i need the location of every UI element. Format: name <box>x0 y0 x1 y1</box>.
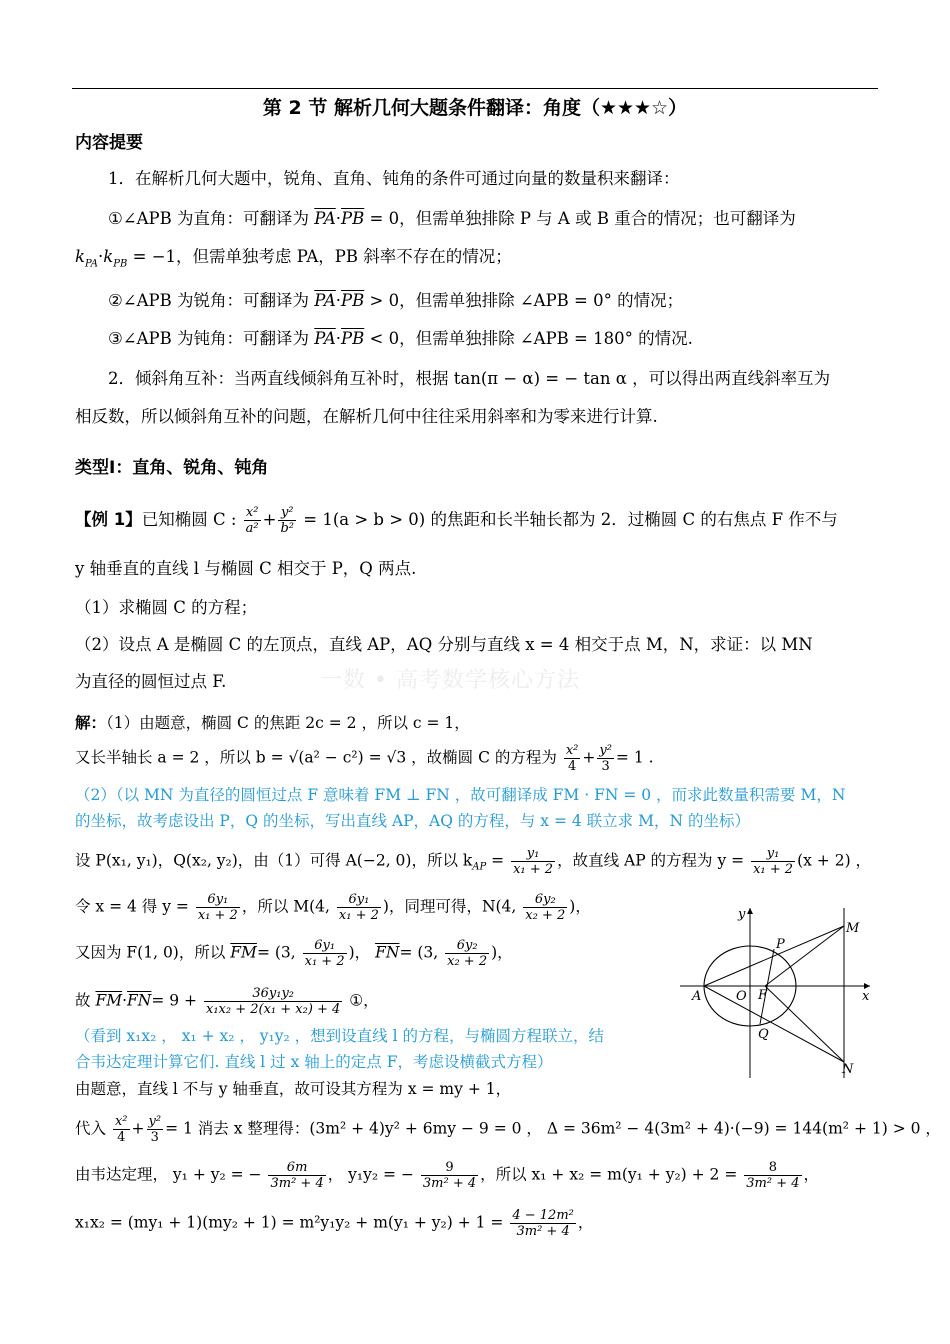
solution-s6-c: ①， <box>349 991 379 1010</box>
solution-s9-c: ，所以 x₁ + x₂ = m(y₁ + y₂) + 2 = <box>480 1165 738 1184</box>
example-line2: y 轴垂直的直线 l 与椭圆 C 相交于 P，Q 两点. <box>75 559 417 578</box>
solution-s6 <box>75 986 379 1017</box>
frac-den: x₁ + 2 <box>197 908 238 923</box>
vec-pb: $\overline{PB}$ <box>341 209 365 228</box>
frac-6m <box>268 1160 325 1191</box>
frac-den: x₂ + 2 <box>525 908 566 923</box>
frac-6y2-b <box>445 938 489 969</box>
hint2-line1: （看到 x₁x₂ ， x₁ + x₂ ， y₁y₂ ，想到设直线 l 的方程，与椭圆方程联立，结 <box>75 1027 604 1045</box>
frac-36 <box>204 986 342 1017</box>
c1-label: ①∠APB 为直角：可翻译为 <box>108 209 310 228</box>
dot: · <box>335 209 342 228</box>
frac-y1-x1p2 <box>511 846 555 877</box>
hint2-line2: 合韦达定理计算它们. 直线 l 过 x 轴上的定点 F，考虑设横截式方程） <box>75 1053 553 1071</box>
frac-num: 4 − 12m² <box>512 1208 574 1223</box>
c3-mid: ，但需单独排除 ∠APB = 180° 的情况. <box>399 329 693 348</box>
dot-3: · <box>335 291 342 310</box>
frac-y2-3-b <box>147 1114 164 1145</box>
summary-p1: 1．在解析几何大题中，锐角、直角、钝角的条件可通过向量的数量积来翻译： <box>108 169 680 188</box>
solution-s3-c: (x + 2) ， <box>797 851 872 870</box>
solution-s2-b: = 1 . <box>615 748 654 767</box>
summary-c1-line2 <box>75 246 512 268</box>
frac-den: 3m² + 4 <box>516 1224 570 1239</box>
summary-p2-line1: 2．倾斜角互补：当两直线倾斜角互补时，根据 tan(π − α) = − tan α ，可以得出两直线斜率互为 <box>108 369 831 388</box>
solution-s10 <box>75 1208 593 1239</box>
k-pb: k <box>103 247 114 266</box>
solution-s4-b: ，所以 M(4, <box>241 897 330 916</box>
solution-s4 <box>75 892 591 923</box>
lt-zero: < 0 <box>364 329 400 348</box>
example-q2-line1: （2）设点 A 是椭圆 C 的左顶点，直线 AP，AQ 分别与直线 x = 4 相交于点 M，N，求证：以 MN <box>75 635 813 654</box>
frac-den: 3 <box>601 759 610 774</box>
frac-x2-4 <box>564 743 581 774</box>
frac-den: x₁ + 2 <box>304 954 345 969</box>
example-line1-b: (a > b > 0) 的焦距和长半轴长都为 2．过椭圆 C 的右焦点 F 作不与 <box>332 510 838 529</box>
page-title: 第 2 节 解析几何大题条件翻译：角度（★★★☆） <box>262 97 688 119</box>
frac-den: 4 <box>567 759 577 774</box>
solution-s5 <box>75 938 513 969</box>
label-q: Q <box>758 1027 769 1042</box>
solution-s10-b: ， <box>577 1213 594 1232</box>
solution-s9-a: 由韦达定理， y₁ + y₂ = − <box>75 1165 262 1184</box>
frac-den: b² <box>280 521 295 536</box>
label-p: P <box>776 937 785 952</box>
ellipse-figure <box>676 902 876 1082</box>
summary-c3 <box>108 328 693 350</box>
k-pa-sub: PA <box>85 258 99 270</box>
frac-den: x₁ + 2 <box>513 862 554 877</box>
solution-label: 解： <box>75 714 107 732</box>
vec-pb-3: $\overline{PB}$ <box>341 329 365 348</box>
frac-num: 8 <box>744 1160 801 1176</box>
frac-num: y₁ <box>751 846 795 862</box>
label-f: F <box>758 988 768 1003</box>
label-m: M <box>846 921 860 936</box>
frac-den: 3 <box>150 1130 159 1145</box>
c1-mid: ，但需单独排除 P 与 A 或 B 重合的情况；也可翻译为 <box>399 209 796 228</box>
y-axis-arrow <box>747 908 753 914</box>
solution-s5-a: 又因为 F(1, 0)，所以 <box>75 943 226 962</box>
section-heading: 类型Ⅰ：直角、锐角、钝角 <box>75 458 269 478</box>
label-x: x <box>862 989 870 1004</box>
solution-s8-b: = 1 消去 x 整理得：(3m² + 4)y² + 6my − 9 = 0 ， Δ = 36m² − 4(3m² + 4)·(−9) = 144(m² + 1) > 0 ， <box>165 1119 941 1138</box>
solution-s1-text: （1）由题意，椭圆 C 的焦距 2c = 2 ，所以 c = 1， <box>106 714 470 732</box>
frac-num: 36y₁y₂ <box>204 986 342 1002</box>
solution-s10-a: x₁x₂ = (my₁ + 1)(my₂ + 1) = m²y₁y₂ + m(y₁ + y₂) + 1 = <box>75 1213 504 1232</box>
frac-y2-3 <box>597 743 614 774</box>
frac-9 <box>421 1160 478 1191</box>
frac-num: 9 <box>421 1160 478 1176</box>
eq-zero: = 0 <box>364 209 400 228</box>
frac-last <box>510 1208 576 1239</box>
solution-s5-d: )， <box>491 943 513 962</box>
dot-4: · <box>335 329 342 348</box>
line-am <box>704 926 844 986</box>
dot-2: · <box>98 247 104 266</box>
solution-s5-c: )， <box>348 943 371 962</box>
summary-c2 <box>108 290 683 312</box>
k-pa: k <box>75 247 85 266</box>
solution-s2: 又长半轴长 a = 2 ，所以 b = √(a² − c²) = √3 ，故椭圆 C 的方程为 $\frac{\text{x²}}{4}$ + $\frac{\text{y²}}{3}$ = 1 . <box>75 743 654 774</box>
frac-num: 6m <box>268 1160 325 1176</box>
solution-s2-a: 又长半轴长 a = 2 ，所以 b = √(a² − c²) = √3 ，故椭圆 C 的方程为 <box>75 748 557 767</box>
k-ap-sub: AP <box>472 861 487 873</box>
c2-mid: ，但需单独排除 ∠APB = 0° 的情况； <box>399 291 684 310</box>
frac-den: a² <box>245 521 259 536</box>
vec-fm: $\overline{FM}$ <box>230 943 257 962</box>
eq-one: = 1 <box>298 510 333 529</box>
solution-s5-b2: = (3, <box>399 943 439 962</box>
solution-s9-b: ， y₁y₂ = − <box>327 1165 414 1184</box>
frac-den: 3m² + 4 <box>746 1176 800 1191</box>
k-ap-eq: = <box>486 851 505 870</box>
frac-x2-4-b <box>113 1114 130 1145</box>
frac-y2-b2 <box>278 505 296 536</box>
frac-num: 6y₁ <box>337 892 381 908</box>
label-o: O <box>736 989 747 1004</box>
solution-s9-d: ， <box>803 1165 820 1184</box>
example-q1: （1）求椭圆 C 的方程； <box>75 598 258 617</box>
example-line1: 【例 1】已知椭圆 C : $\frac{\text{x²}}{\text{a²}}$ + $\frac{\text{y²}}{\text{b²}}$ = 1(a > b > 0) 的焦距和长半轴长都为 2．过椭圆 C 的右焦点 F 作不与 <box>75 505 838 536</box>
frac-den: 3m² + 4 <box>270 1176 324 1191</box>
frac-num: x² <box>244 505 261 521</box>
watermark: 一数 • 高考数学核心方法 <box>320 668 580 693</box>
label-n: N <box>842 1062 854 1077</box>
frac-num: y₁ <box>511 846 555 862</box>
summary-p2-line2: 相反数，所以倾斜角互补的问题，在解析几何中往往采用斜率和为零来进行计算. <box>75 407 658 426</box>
label-y: y <box>738 907 746 922</box>
frac-6y1-b <box>337 892 381 923</box>
solution-s3-a: 设 P(x₁, y₁)，Q(x₂, y₂)，由（1）可得 A(−2, 0)，所以 k <box>75 851 473 870</box>
k-prod-eq: = −1 <box>127 247 177 266</box>
vec-pa-2: $\overline{PA}$ <box>314 291 336 310</box>
frac-x2-a2 <box>244 505 261 536</box>
solution-s6-a: 故 <box>75 991 91 1010</box>
frac-num: y² <box>278 505 296 521</box>
frac-6y1-c <box>303 938 347 969</box>
hint1-line1: （2）（以 MN 为直径的圆恒过点 F 意味着 FM ⊥ FN ，故可翻译成 FM · FN = 0 ，而求此数量积需要 M，N <box>75 786 846 804</box>
example-q2-line2: 为直径的圆恒过点 F. <box>75 672 227 691</box>
solution-s5-b: = (3, <box>256 943 296 962</box>
summary-c1 <box>108 208 796 230</box>
frac-6y1 <box>196 892 240 923</box>
solution-s8: 代入 $\frac{\text{x²}}{4}$ + $\frac{\text{y²}}{3}$ = 1 消去 x 整理得：(3m² + 4)y² + 6my − 9 = 0 ， Δ = 36m² − 4(3m² + 4)·(−9) = 144(m² + 1) > 0 ， <box>75 1114 941 1145</box>
frac-den: 4 <box>117 1130 126 1145</box>
solution-s3-b: ，故直线 AP 的方程为 y = <box>557 851 745 870</box>
frac-num: 6y₂ <box>445 938 489 954</box>
c1-line2-text: ，但需单独考虑 PA，PB 斜率不存在的情况； <box>176 247 512 266</box>
frac-8 <box>744 1160 801 1191</box>
solution-s4-d: )， <box>569 897 591 916</box>
line-an <box>704 986 844 1062</box>
solution-s4-c: )，同理可得，N(4, <box>382 897 517 916</box>
frac-den: x₂ + 2 <box>447 954 488 969</box>
label-a: A <box>692 989 702 1004</box>
frac-num: y² <box>599 743 612 758</box>
frac-6y2 <box>523 892 567 923</box>
solution-s4-a: 令 x = 4 得 y = <box>75 897 189 916</box>
frac-num: 6y₁ <box>303 938 347 954</box>
frac-y1-x1p2-b <box>751 846 795 877</box>
solution-s1 <box>75 712 470 734</box>
vec-fn: $\overline{FN}$ <box>375 943 400 962</box>
solution-s9 <box>75 1160 819 1191</box>
vec-pa-3: $\overline{PA}$ <box>314 329 336 348</box>
frac-den: x₁x₂ + 2(x₁ + x₂) + 4 <box>206 1002 341 1017</box>
vec-pa: $\overline{PA}$ <box>314 209 336 228</box>
solution-s6-b: = 9 + <box>151 991 198 1010</box>
frac-num: 6y₁ <box>196 892 240 908</box>
frac-den: 3m² + 4 <box>422 1176 477 1191</box>
dot-5: · <box>122 991 128 1010</box>
c3-label: ③∠APB 为钝角：可翻译为 <box>108 329 310 348</box>
vec-pb-2: $\overline{PB}$ <box>341 291 365 310</box>
gt-zero: > 0 <box>364 291 400 310</box>
frac-num: x² <box>565 743 579 758</box>
line-fm <box>765 926 844 986</box>
hint1-line2: 的坐标，故考虑设出 P，Q 的坐标，写出直线 AP，AQ 的方程，与 x = 4 联立求 M，N 的坐标） <box>75 812 750 830</box>
frac-num: x² <box>114 1114 128 1129</box>
example-label: 【例 1】 <box>75 510 142 529</box>
top-rule <box>72 88 878 89</box>
solution-s7: 由题意，直线 l 不与 y 轴垂直，故可设其方程为 x = my + 1， <box>75 1080 512 1098</box>
c2-label: ②∠APB 为锐角：可翻译为 <box>108 291 310 310</box>
vec-fm-2: $\overline{FM}$ <box>95 991 123 1010</box>
frac-num: 6y₂ <box>523 892 567 908</box>
solution-s8-a: 代入 <box>75 1119 107 1138</box>
k-pb-sub: PB <box>113 258 128 270</box>
frac-num: y² <box>148 1114 162 1129</box>
frac-den: x₁ + 2 <box>753 862 794 877</box>
line-fn <box>765 986 844 1062</box>
example-line1-a: 已知椭圆 C : <box>141 510 237 529</box>
vec-fn-2: $\overline{FN}$ <box>127 991 152 1010</box>
frac-den: x₁ + 2 <box>338 908 379 923</box>
summary-heading: 内容提要 <box>75 133 143 153</box>
solution-s3 <box>75 846 871 877</box>
